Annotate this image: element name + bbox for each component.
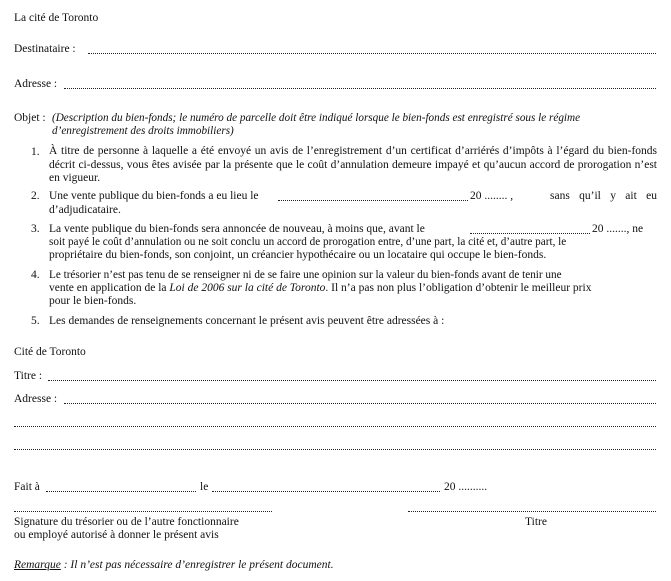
contact-adresse-field-3[interactable] [14, 449, 656, 450]
remarque-label: Remarque [14, 559, 61, 571]
city-heading: La cité de Toronto [14, 12, 99, 24]
item-3-date-field[interactable] [470, 233, 590, 234]
item-2-year: 20 ........ , [470, 190, 514, 202]
titre-signature-field[interactable] [408, 511, 656, 512]
le-date-field[interactable] [212, 491, 440, 492]
item-4-number: 4. [31, 269, 40, 281]
item-5-number: 5. [31, 315, 40, 327]
destinataire-field[interactable] [88, 53, 656, 54]
contact-adresse-label: Adresse : [14, 393, 58, 405]
contact-adresse-field-2[interactable] [14, 426, 656, 427]
contact-adresse-field-1[interactable] [64, 403, 656, 404]
signature-field[interactable] [14, 511, 272, 512]
item-4-text-line1: Le trésorier n’est pas tenu de se renseigner ni de se faire une opinion sur la valeur du bien-fonds avant de tenir une [49, 269, 562, 281]
adresse-field[interactable] [64, 88, 656, 89]
item-2-number: 2. [31, 190, 40, 202]
item-4-text-line2 [49, 281, 591, 295]
contact-titre-label: Titre : [14, 370, 43, 382]
objet-label: Objet : [14, 112, 46, 124]
treasurer-signature-caption-line2: ou employé autorisé à donner le présent avis [14, 529, 219, 541]
treasurer-signature-caption-line1: Signature du trésorier ou de l’autre fonctionnaire [14, 516, 239, 528]
item-3-text-part1: La vente publique du bien-fonds sera annoncée de nouveau, à moins que, avant le [49, 223, 425, 235]
item-2-date-field[interactable] [278, 200, 468, 201]
titre-caption: Titre [525, 516, 547, 528]
item-5-text: Les demandes de renseignements concernant le présent avis peuvent être adressées à : [49, 315, 445, 327]
item-2-text-part1: Une vente publique du bien-fonds a eu lieu le [49, 190, 259, 202]
item-4-text-line3: pour le bien-fonds. [49, 295, 137, 307]
item-1-number: 1. [31, 146, 40, 158]
law-title: Loi de 2006 sur la cité de Toronto [169, 282, 326, 294]
objet-description-line2: d’enregistrement des droits immobiliers) [52, 125, 234, 137]
item-3-text-line2: soit payé le coût d’annulation ou ne soit conclu un accord de prorogation entre, d’une part, la cité et, d’autre part, le [49, 236, 567, 248]
item-4-text-line2-post: . Il n’a pas non plus l’obligation d’obtenir le meilleur prix [325, 282, 592, 294]
fait-a-label: Fait à [14, 481, 40, 493]
item-3-text-line3: propriétaire du bien-fonds, son conjoint, un créancier hypothécaire ou un locataire qui occupe le bien-fonds. [49, 249, 547, 261]
fait-a-field[interactable] [46, 491, 196, 492]
item-3-year: 20 ......., ne [592, 223, 644, 235]
item-2-text-part3: sans qu’il y ait eu [550, 190, 657, 202]
item-1-text: À titre de personne à laquelle a été envoyé un avis de l’enregistrement d’un certificat d’arriérés d’impôts à l’égard du bien-fonds décrit ci-dessus, vous êtes avisée par la présente que le coût d’annulation demeure impayé et qu’aucun accord de prorogation n’est en vigueur. [49, 145, 657, 184]
signature-year: 20 .......... [444, 481, 488, 493]
destinataire-label: Destinataire : [14, 43, 76, 55]
remarque-note [14, 558, 334, 572]
item-2-text-line2: d’adjudicataire. [49, 204, 121, 216]
remarque-text: : Il n’est pas nécessaire d’enregistrer le présent document. [60, 559, 334, 571]
contact-titre-field[interactable] [48, 380, 656, 381]
objet-description-line1: (Description du bien-fonds; le numéro de parcelle doit être indiqué lorsque le bien-fonds est enregistré sous le régime [52, 112, 581, 124]
contact-city: Cité de Toronto [14, 346, 86, 358]
le-label: le [200, 481, 209, 493]
item-3-number: 3. [31, 223, 40, 235]
item-4-text-line2-pre: vente en application de la [49, 282, 167, 294]
adresse-label: Adresse : [14, 78, 58, 90]
